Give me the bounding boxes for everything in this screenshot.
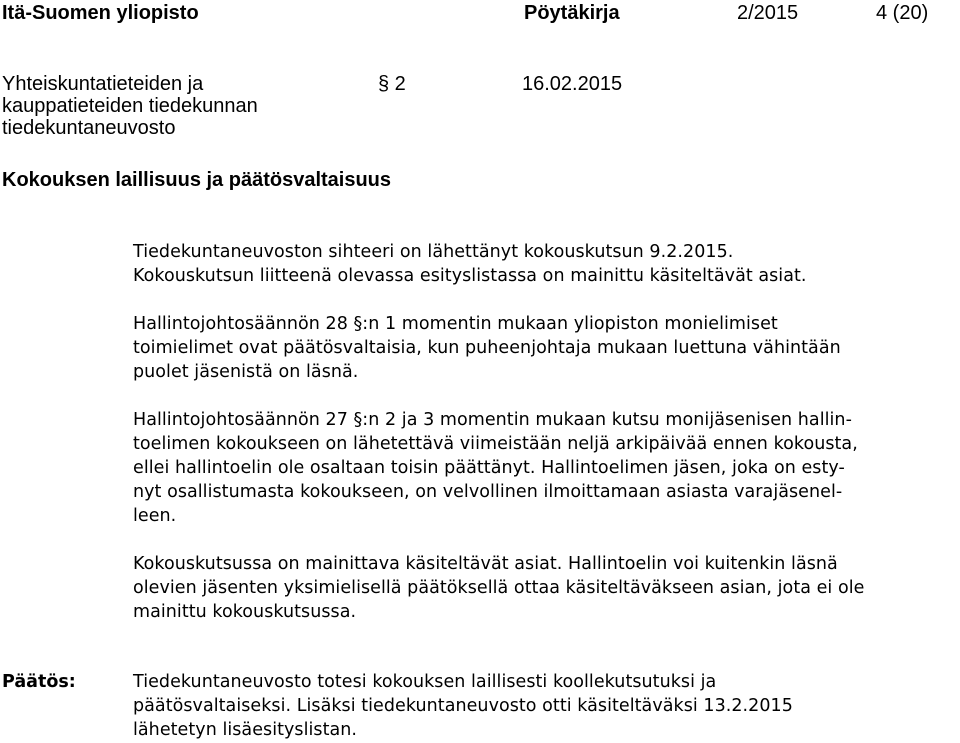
paragraph-line: ellei hallintoelin ole osaltaan toisin päättänyt. Hallintoelimen jäsen, joka on esty- [133,458,845,478]
body-name-line: kauppatieteiden tiedekunnan [2,95,258,117]
paragraph-line: leen. [133,506,177,526]
paragraph-line: Kokouskutsussa on mainittava käsiteltävät asiat. Hallintoelin voi kuitenkin läsnä [133,554,838,574]
paragraph-line: toimielimet ovat päätösvaltaisia, kun puheenjohtaja mukaan luettuna vähintään [133,338,841,358]
section-title: Kokouksen laillisuus ja päätösvaltaisuus [2,169,392,191]
paragraph-line: puolet jäsenistä on läsnä. [133,362,359,382]
paragraph-line: Tiedekuntaneuvoston sihteeri on lähettänyt kokouskutsun 9.2.2015. [133,242,734,262]
paragraph [133,552,864,624]
paragraph [133,240,807,288]
paragraph-line: Hallintojohtosäännön 27 §:n 2 ja 3 momentin mukaan kutsu monijäsenisen hallin- [133,410,852,430]
university-name: Itä-Suomen yliopisto [2,2,199,24]
paragraph-line: Kokouskutsun liitteenä olevassa esityslistassa on mainittu käsiteltävät asiat. [133,266,807,286]
decision-line: lähetetyn lisäesityslistan. [133,720,358,740]
body-name-line: Yhteiskuntatieteiden ja [2,73,204,95]
decision-text [133,670,793,742]
decision-line: päätösvaltaiseksi. Lisäksi tiedekuntaneuvosto otti käsiteltäväksi 13.2.2015 [133,696,793,716]
body-name-line: tiedekuntaneuvosto [2,117,176,139]
paragraph-line: mainittu kokouskutsussa. [133,602,357,622]
decision-label: Päätös: [2,672,76,692]
section-number: § 2 [378,73,406,95]
paragraph-line: Hallintojohtosäännön 28 §:n 1 momentin mukaan yliopiston monielimiset [133,314,778,334]
body-name [2,73,258,139]
meeting-date: 16.02.2015 [522,73,623,95]
paragraph-line: toelimen kokoukseen on lähetettävä viimeistään neljä arkipäivää ennen kokousta, [133,434,858,454]
paragraph-line: nyt osallistumasta kokoukseen, on velvollinen ilmoittamaan asiasta varajäsenel- [133,482,843,502]
paragraph [133,408,858,528]
document-number: 2/2015 [737,2,799,24]
paragraph [133,312,841,384]
document-type: Pöytäkirja [524,2,620,24]
decision-line: Tiedekuntaneuvosto totesi kokouksen laillisesti koollekutsutuksi ja [133,672,717,692]
paragraph-line: olevien jäsenten yksimielisellä päätöksellä ottaa käsiteltäväkseen asian, jota ei ole [133,578,865,598]
page-number: 4 (20) [876,2,929,24]
